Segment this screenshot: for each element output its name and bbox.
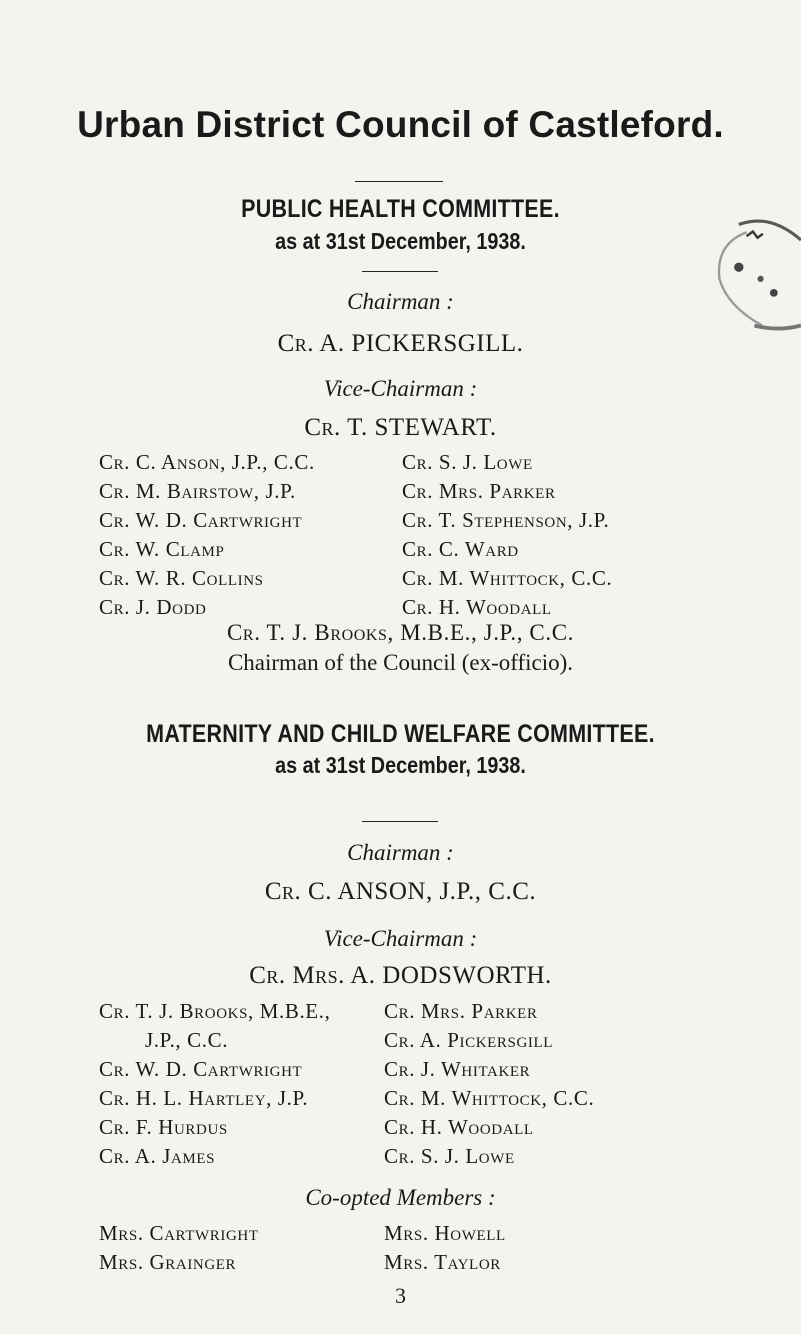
member: Cr. S. J. Lowe — [402, 450, 533, 474]
page-title: Urban District Council of Castleford. — [77, 104, 724, 145]
maternity-vice-chairman-name: Cr. Mrs. A. DODSWORTH. — [249, 962, 552, 989]
member: Cr. S. J. Lowe — [384, 1144, 515, 1168]
member: Cr. H. Woodall — [402, 595, 552, 619]
coopted-member: Mrs. Cartwright — [99, 1221, 259, 1245]
ex-officio-name: Cr. T. J. Brooks, M.B.E., J.P., C.C. — [226, 620, 575, 645]
member: Cr. A. Pickersgill — [384, 1028, 553, 1052]
member: Cr. M. Whittock, C.C. — [402, 566, 613, 590]
member: Cr. Mrs. Parker — [402, 479, 556, 503]
member: Cr. J. Whitaker — [384, 1057, 531, 1081]
public-health-vice-chairman-label: Vice-Chairman : — [323, 376, 478, 401]
maternity-vice-chairman-label: Vice-Chairman : — [323, 926, 478, 951]
maternity-chairman-label: Chairman : — [347, 840, 454, 865]
coopted-member: Mrs. Grainger — [99, 1250, 237, 1274]
public-health-ex-officio — [0, 620, 801, 676]
member: Cr. H. Woodall — [384, 1115, 534, 1139]
public-health-members-left — [99, 448, 315, 622]
member: Cr. F. Hurdus — [99, 1115, 228, 1139]
public-health-vice-chairman-name: Cr. T. STEWART. — [304, 414, 497, 441]
stamp-mark — [700, 190, 801, 360]
member: Cr. T. Stephenson, J.P. — [402, 508, 610, 532]
public-health-members-right — [402, 448, 612, 622]
member-continuation: J.P., C.C. — [145, 1028, 229, 1052]
maternity-chairman-name: Cr. C. ANSON, J.P., C.C. — [264, 878, 537, 905]
coopted-member: Mrs. Howell — [384, 1221, 506, 1245]
member: Cr. T. J. Brooks, M.B.E., — [99, 999, 331, 1023]
ex-officio-note: Chairman of the Council (ex-officio). — [227, 650, 574, 675]
member: Cr. C. Ward — [402, 537, 519, 561]
member: Cr. J. Dodd — [99, 595, 207, 619]
maternity-date: as at 31st December, 1938. — [275, 752, 526, 778]
page-number: 3 — [395, 1283, 406, 1308]
member: Cr. W. D. Cartwright — [99, 1057, 303, 1081]
member: Cr. W. D. Cartwright — [99, 508, 303, 532]
coopted-members-right — [384, 1219, 506, 1277]
public-health-divider — [362, 271, 438, 272]
coopted-label: Co-opted Members : — [305, 1185, 496, 1210]
member: Cr. M. Bairstow, J.P. — [99, 479, 296, 503]
maternity-divider — [362, 821, 438, 822]
member: Cr. W. Clamp — [99, 537, 225, 561]
member: Cr. H. L. Hartley, J.P. — [99, 1086, 309, 1110]
member: Cr. M. Whittock, C.C. — [384, 1086, 595, 1110]
public-health-chairman-name: Cr. A. PICKERSGILL. — [277, 330, 524, 357]
maternity-members-right — [384, 997, 594, 1171]
coopted-member: Mrs. Taylor — [384, 1250, 501, 1274]
maternity-members-left — [99, 997, 330, 1171]
coopted-members-left — [99, 1219, 259, 1277]
public-health-heading: PUBLIC HEALTH COMMITTEE. — [241, 195, 560, 223]
member: Cr. A. James — [99, 1144, 216, 1168]
public-health-chairman-label: Chairman : — [347, 289, 454, 314]
member: Cr. W. R. Collins — [99, 566, 264, 590]
maternity-heading: MATERNITY AND CHILD WELFARE COMMITTEE. — [146, 720, 655, 748]
public-health-date: as at 31st December, 1938. — [275, 228, 526, 254]
member: Cr. C. Anson, J.P., C.C. — [99, 450, 315, 474]
top-divider — [355, 181, 443, 182]
member: Cr. Mrs. Parker — [384, 999, 538, 1023]
